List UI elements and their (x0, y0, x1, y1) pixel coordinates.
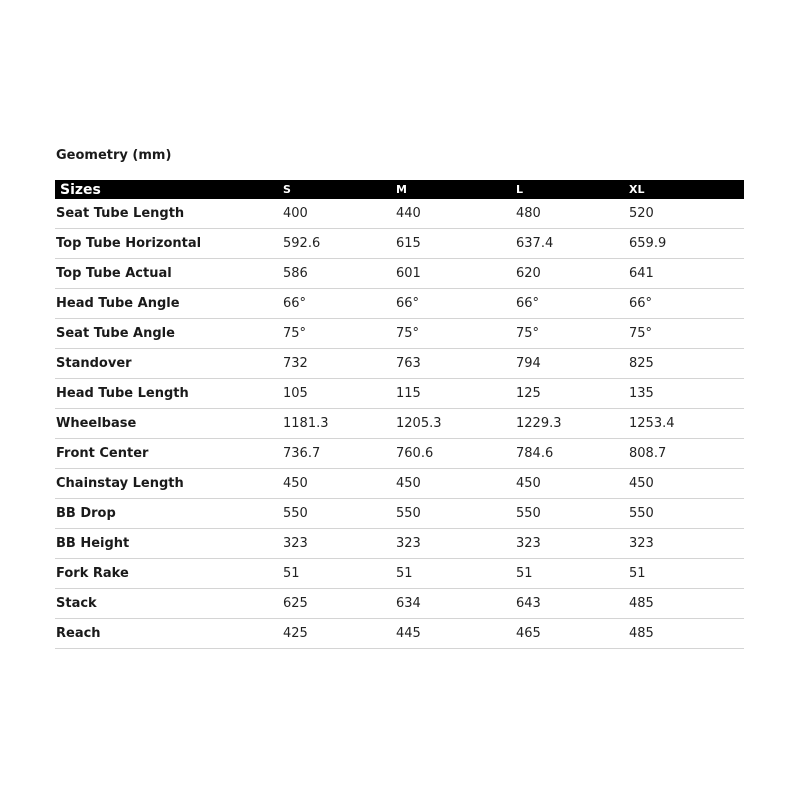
cell-value: 445 (396, 619, 516, 649)
cell-value: 625 (283, 589, 396, 619)
cell-value: 794 (516, 349, 629, 379)
cell-value: 643 (516, 589, 629, 619)
cell-value: 1253.4 (629, 409, 744, 439)
cell-value: 425 (283, 619, 396, 649)
cell-value: 51 (516, 559, 629, 589)
row-label: Front Center (55, 439, 283, 469)
cell-value: 323 (516, 529, 629, 559)
cell-value: 450 (396, 469, 516, 499)
cell-value: 550 (629, 499, 744, 529)
table-row (55, 289, 744, 319)
cell-value: 1229.3 (516, 409, 629, 439)
cell-value: 641 (629, 259, 744, 289)
cell-value: 66° (396, 289, 516, 319)
cell-value: 520 (629, 199, 744, 229)
cell-value: 51 (283, 559, 396, 589)
cell-value: 615 (396, 229, 516, 259)
cell-value: 732 (283, 349, 396, 379)
cell-value: 51 (396, 559, 516, 589)
row-label: BB Drop (55, 499, 283, 529)
cell-value: 634 (396, 589, 516, 619)
row-label: Seat Tube Length (55, 199, 283, 229)
cell-value: 550 (516, 499, 629, 529)
cell-value: 784.6 (516, 439, 629, 469)
cell-value: 66° (283, 289, 396, 319)
table-header (55, 180, 744, 199)
cell-value: 450 (283, 469, 396, 499)
cell-value: 550 (283, 499, 396, 529)
table-row (55, 379, 744, 409)
header-size-l: L (516, 180, 629, 199)
row-label: Standover (55, 349, 283, 379)
table-row (55, 439, 744, 469)
cell-value: 485 (629, 589, 744, 619)
row-label: Stack (55, 589, 283, 619)
cell-value: 75° (516, 319, 629, 349)
cell-value: 450 (629, 469, 744, 499)
table-row (55, 589, 744, 619)
row-label: Seat Tube Angle (55, 319, 283, 349)
row-label: Head Tube Length (55, 379, 283, 409)
table-row (55, 559, 744, 589)
cell-value: 75° (629, 319, 744, 349)
row-label: Head Tube Angle (55, 289, 283, 319)
cell-value: 736.7 (283, 439, 396, 469)
cell-value: 465 (516, 619, 629, 649)
cell-value: 75° (396, 319, 516, 349)
cell-value: 323 (396, 529, 516, 559)
table-title: Geometry (mm) (56, 148, 172, 163)
cell-value: 550 (396, 499, 516, 529)
row-label: Chainstay Length (55, 469, 283, 499)
table-row (55, 199, 744, 229)
cell-value: 450 (516, 469, 629, 499)
table-row (55, 259, 744, 289)
cell-value: 825 (629, 349, 744, 379)
cell-value: 480 (516, 199, 629, 229)
cell-value: 760.6 (396, 439, 516, 469)
row-label: Reach (55, 619, 283, 649)
table-row (55, 349, 744, 379)
header-size-m: M (396, 180, 516, 199)
cell-value: 323 (283, 529, 396, 559)
row-label: Top Tube Actual (55, 259, 283, 289)
cell-value: 485 (629, 619, 744, 649)
table-row (55, 619, 744, 649)
cell-value: 115 (396, 379, 516, 409)
cell-value: 637.4 (516, 229, 629, 259)
table-row (55, 409, 744, 439)
header-row (55, 180, 744, 199)
table-row (55, 229, 744, 259)
cell-value: 66° (516, 289, 629, 319)
row-label: Top Tube Horizontal (55, 229, 283, 259)
cell-value: 763 (396, 349, 516, 379)
cell-value: 105 (283, 379, 396, 409)
table-row (55, 499, 744, 529)
cell-value: 125 (516, 379, 629, 409)
cell-value: 659.9 (629, 229, 744, 259)
table-row (55, 319, 744, 349)
cell-value: 440 (396, 199, 516, 229)
cell-value: 620 (516, 259, 629, 289)
cell-value: 66° (629, 289, 744, 319)
cell-value: 135 (629, 379, 744, 409)
row-label: BB Height (55, 529, 283, 559)
cell-value: 586 (283, 259, 396, 289)
header-size-s: S (283, 180, 396, 199)
cell-value: 601 (396, 259, 516, 289)
cell-value: 323 (629, 529, 744, 559)
cell-value: 808.7 (629, 439, 744, 469)
table-body (55, 199, 744, 649)
row-label: Fork Rake (55, 559, 283, 589)
cell-value: 1205.3 (396, 409, 516, 439)
cell-value: 1181.3 (283, 409, 396, 439)
cell-value: 592.6 (283, 229, 396, 259)
cell-value: 51 (629, 559, 744, 589)
table-row (55, 469, 744, 499)
cell-value: 75° (283, 319, 396, 349)
header-sizes-label: Sizes (55, 180, 283, 199)
cell-value: 400 (283, 199, 396, 229)
row-label: Wheelbase (55, 409, 283, 439)
geometry-table (55, 180, 744, 649)
header-size-xl: XL (629, 180, 744, 199)
table-row (55, 529, 744, 559)
